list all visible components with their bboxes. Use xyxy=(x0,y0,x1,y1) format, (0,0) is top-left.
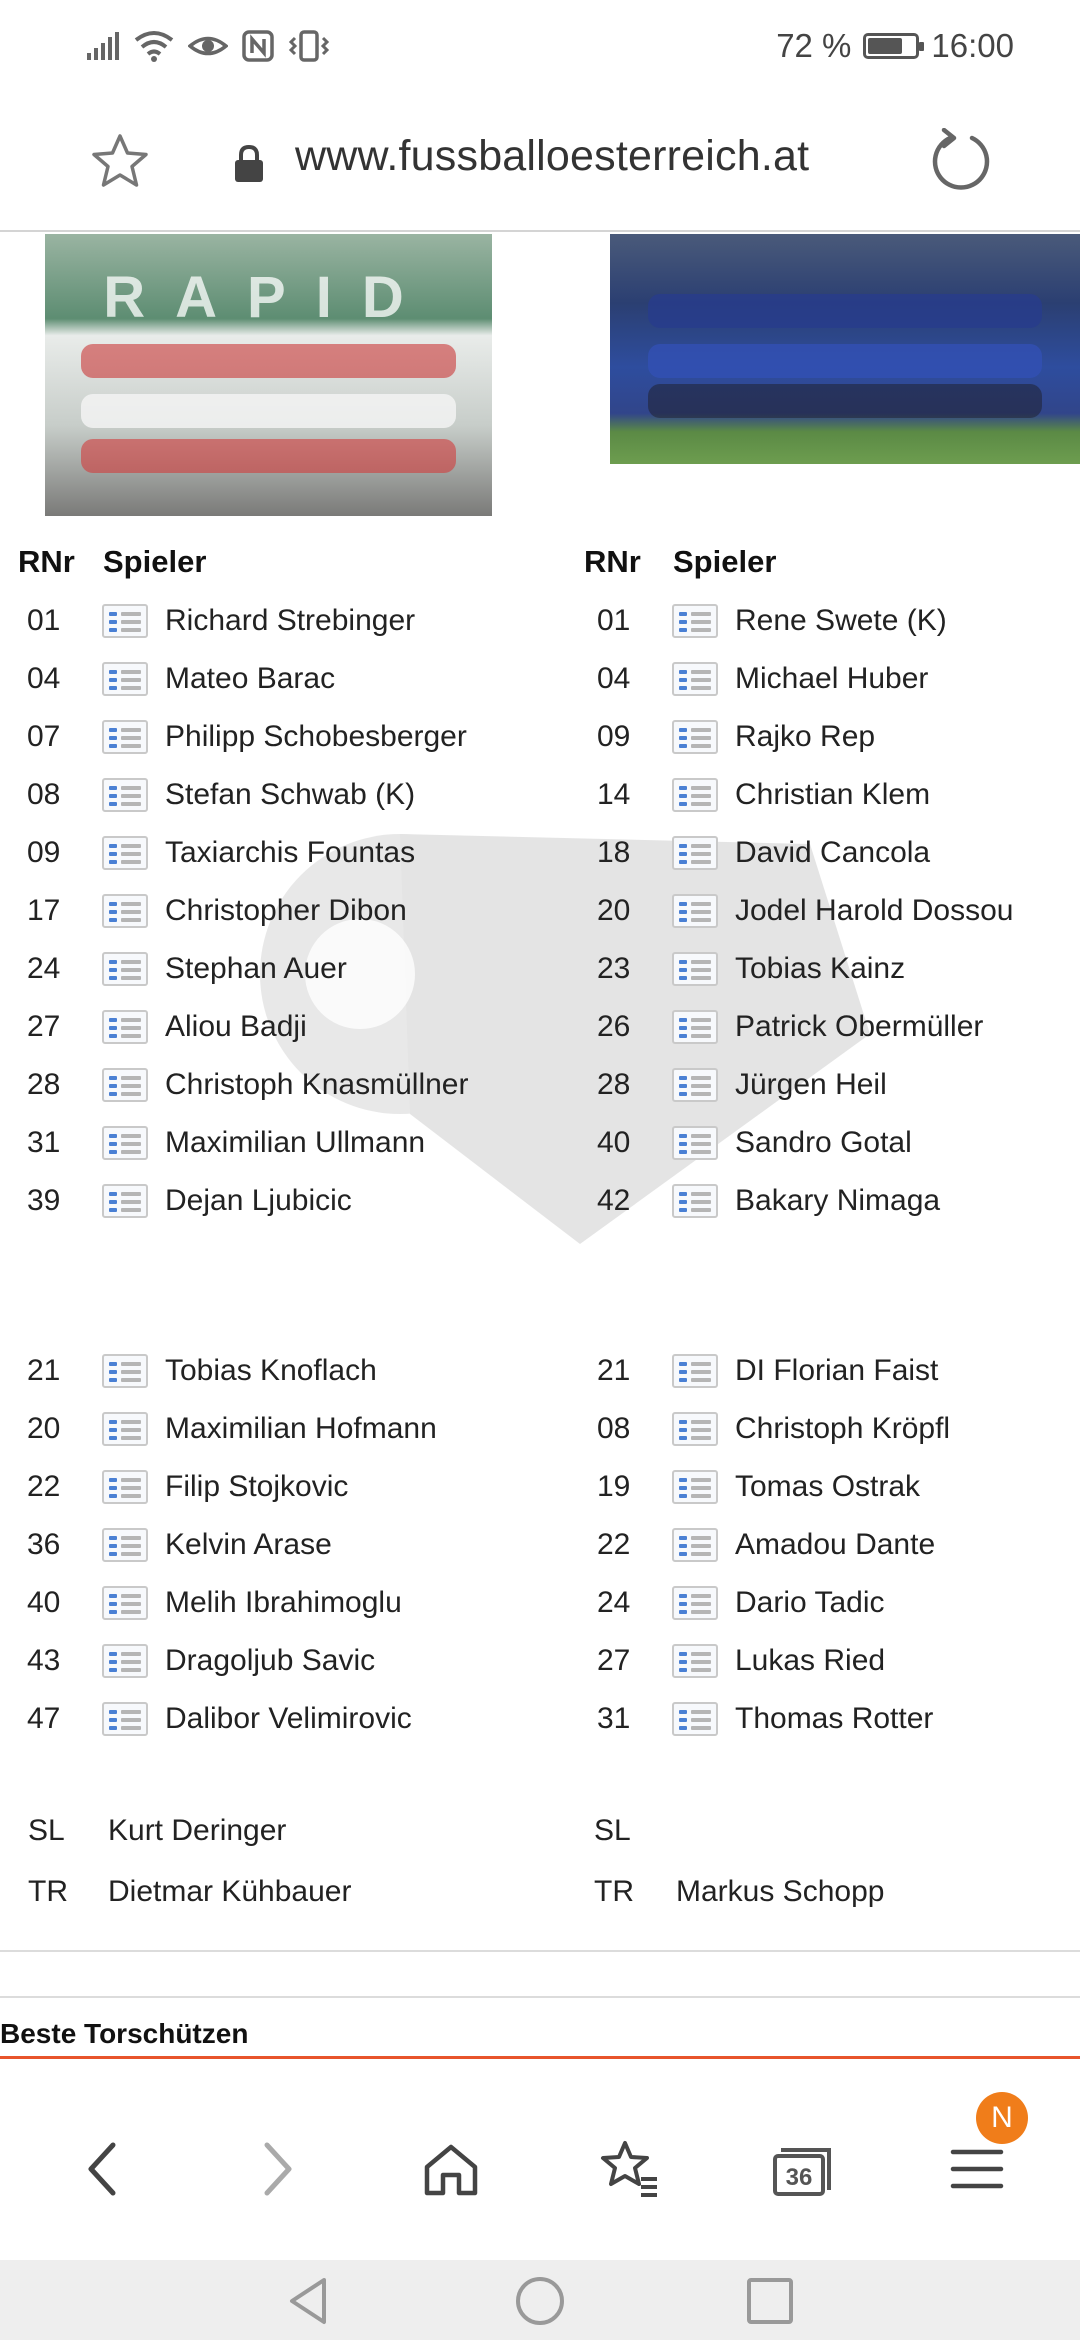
player-card-icon[interactable] xyxy=(672,604,718,638)
player-card-icon[interactable] xyxy=(672,1586,718,1620)
tabs-button[interactable] xyxy=(758,2124,848,2214)
player-name: Mateo Barac xyxy=(165,662,336,695)
home-staff-tr xyxy=(28,1875,548,1915)
player-name: Christoph Knasmüllner xyxy=(165,1068,469,1101)
staff-name: Kurt Deringer xyxy=(108,1814,287,1847)
player-name: Maximilian Ullmann xyxy=(165,1126,426,1159)
player-row[interactable] xyxy=(597,1516,1077,1574)
player-card-icon[interactable] xyxy=(102,778,148,812)
player-row[interactable] xyxy=(597,998,1077,1056)
player-card-icon[interactable] xyxy=(102,1068,148,1102)
player-row[interactable] xyxy=(27,1114,557,1172)
wifi-icon xyxy=(134,30,174,62)
home-number-header: RNr xyxy=(18,544,75,579)
player-name: Tobias Kainz xyxy=(735,952,906,985)
player-card-icon[interactable] xyxy=(672,1184,718,1218)
player-card-icon[interactable] xyxy=(672,1470,718,1504)
player-card-icon[interactable] xyxy=(672,1126,718,1160)
forward-icon xyxy=(257,2141,297,2197)
player-row[interactable] xyxy=(27,1632,557,1690)
away-staff-tr xyxy=(594,1875,1074,1915)
player-name: Taxiarchis Fountas xyxy=(165,836,416,869)
home-icon xyxy=(421,2141,481,2197)
player-name: Dalibor Velimirovic xyxy=(165,1702,412,1735)
player-number: 27 xyxy=(27,1010,61,1043)
photo-row xyxy=(648,384,1043,418)
player-number: 47 xyxy=(27,1702,61,1735)
section-underline xyxy=(0,2056,1080,2059)
player-row[interactable] xyxy=(597,1400,1077,1458)
player-row[interactable] xyxy=(597,1574,1077,1632)
player-number: 21 xyxy=(597,1354,631,1387)
clock: 16:00 xyxy=(931,27,1014,64)
player-number: 22 xyxy=(597,1528,631,1561)
player-name: Stephan Auer xyxy=(165,952,347,985)
status-bar xyxy=(0,0,1080,92)
staff-role: SL xyxy=(594,1814,631,1847)
divider xyxy=(0,1996,1080,1998)
player-name: Christopher Dibon xyxy=(165,894,407,927)
home-player-header: Spieler xyxy=(103,544,207,579)
player-name: Jodel Harold Dossou xyxy=(735,894,1014,927)
player-name: Michael Huber xyxy=(735,662,929,695)
eye-comfort-icon xyxy=(188,31,228,61)
player-row[interactable] xyxy=(597,1632,1077,1690)
home-button[interactable] xyxy=(406,2124,496,2214)
player-name: Dario Tadic xyxy=(735,1586,885,1619)
player-row[interactable] xyxy=(597,1056,1077,1114)
player-card-icon[interactable] xyxy=(102,836,148,870)
player-name: Christian Klem xyxy=(735,778,931,811)
player-row[interactable] xyxy=(27,1574,557,1632)
nav-recents-icon[interactable] xyxy=(743,2274,797,2328)
player-row[interactable] xyxy=(27,1172,557,1230)
player-name: Aliou Badji xyxy=(165,1010,307,1043)
player-number: 04 xyxy=(27,662,61,695)
reload-icon[interactable] xyxy=(928,128,994,194)
player-card-icon[interactable] xyxy=(672,1528,718,1562)
player-card-icon[interactable] xyxy=(102,1470,148,1504)
player-number: 39 xyxy=(27,1184,61,1217)
player-number: 07 xyxy=(27,720,61,753)
player-name: Bakary Nimaga xyxy=(735,1184,941,1217)
browser-toolbar xyxy=(0,2080,1080,2260)
tabs-icon xyxy=(771,2140,835,2198)
player-name: David Cancola xyxy=(735,836,931,869)
player-row[interactable] xyxy=(597,1690,1077,1748)
player-name: Tobias Knoflach xyxy=(165,1354,377,1387)
battery-fill xyxy=(868,38,901,54)
player-card-icon[interactable] xyxy=(102,1354,148,1388)
player-row[interactable] xyxy=(27,1056,557,1114)
away-team-photo xyxy=(610,234,1080,464)
player-row[interactable] xyxy=(27,1516,557,1574)
away-player-header: Spieler xyxy=(673,544,777,579)
player-row[interactable] xyxy=(27,940,557,998)
player-row[interactable] xyxy=(27,1458,557,1516)
back-icon xyxy=(83,2141,123,2197)
player-name: Dragoljub Savic xyxy=(165,1644,376,1677)
player-number: 19 xyxy=(597,1470,631,1503)
player-row[interactable] xyxy=(597,1458,1077,1516)
player-name: Jürgen Heil xyxy=(735,1068,887,1101)
menu-icon xyxy=(949,2144,1005,2194)
player-card-icon[interactable] xyxy=(672,952,718,986)
player-number: 31 xyxy=(27,1126,61,1159)
player-card-icon[interactable] xyxy=(672,1702,718,1736)
player-number: 22 xyxy=(27,1470,61,1503)
player-number: 40 xyxy=(597,1126,631,1159)
bookmarks-button[interactable] xyxy=(584,2124,674,2214)
player-number: 17 xyxy=(27,894,61,927)
player-number: 43 xyxy=(27,1644,61,1677)
player-row[interactable] xyxy=(27,650,557,708)
player-card-icon[interactable] xyxy=(672,720,718,754)
player-card-icon[interactable] xyxy=(102,1010,148,1044)
bookmarks-icon xyxy=(597,2139,661,2199)
section-title: Beste Torschützen xyxy=(0,2018,249,2049)
nav-home-icon[interactable] xyxy=(513,2274,567,2328)
star-icon[interactable] xyxy=(88,130,152,194)
player-row[interactable] xyxy=(27,1690,557,1748)
staff-role: TR xyxy=(28,1875,68,1908)
photo-row xyxy=(648,294,1043,328)
player-number: 20 xyxy=(597,894,631,927)
tab-count: 36 xyxy=(785,2164,813,2191)
player-number: 42 xyxy=(597,1184,631,1217)
player-card-icon[interactable] xyxy=(672,778,718,812)
player-card-icon[interactable] xyxy=(102,720,148,754)
staff-role: TR xyxy=(594,1875,634,1908)
player-number: 28 xyxy=(27,1068,61,1101)
player-number: 27 xyxy=(597,1644,631,1677)
player-row[interactable] xyxy=(597,1114,1077,1172)
player-row[interactable] xyxy=(27,882,557,940)
player-name: Thomas Rotter xyxy=(735,1702,934,1735)
player-number: 04 xyxy=(597,662,631,695)
player-number: 01 xyxy=(27,604,61,637)
player-card-icon[interactable] xyxy=(102,1412,148,1446)
away-staff-sl xyxy=(594,1814,1074,1854)
player-row[interactable] xyxy=(597,708,1077,766)
player-card-icon[interactable] xyxy=(102,1702,148,1736)
home-starters-list xyxy=(27,592,557,1230)
player-number: 21 xyxy=(27,1354,61,1387)
player-card-icon[interactable] xyxy=(102,894,148,928)
home-staff-sl xyxy=(28,1814,548,1854)
player-name: Dejan Ljubicic xyxy=(165,1184,352,1217)
player-number: 18 xyxy=(597,836,631,869)
url-text[interactable]: www.fussballoesterreich.at xyxy=(295,132,810,180)
player-card-icon[interactable] xyxy=(672,894,718,928)
nav-back-icon[interactable] xyxy=(282,2274,336,2328)
player-row[interactable] xyxy=(597,940,1077,998)
player-number: 28 xyxy=(597,1068,631,1101)
photo-row xyxy=(648,344,1043,378)
player-name: Maximilian Hofmann xyxy=(165,1412,437,1445)
home-team-photo xyxy=(45,234,492,516)
player-number: 09 xyxy=(27,836,61,869)
player-name: Amadou Dante xyxy=(735,1528,936,1561)
player-card-icon[interactable] xyxy=(102,1644,148,1678)
menu-notification-badge: N xyxy=(976,2092,1028,2144)
photo-row xyxy=(81,344,457,378)
player-row[interactable] xyxy=(27,824,557,882)
player-number: 23 xyxy=(597,952,631,985)
player-number: 26 xyxy=(597,1010,631,1043)
player-row[interactable] xyxy=(597,1342,1077,1400)
player-name: Lukas Ried xyxy=(735,1644,886,1677)
staff-name: Markus Schopp xyxy=(676,1875,885,1908)
player-row[interactable] xyxy=(27,592,557,650)
player-number: 08 xyxy=(597,1412,631,1445)
away-starters-list xyxy=(597,592,1077,1230)
player-row[interactable] xyxy=(27,998,557,1056)
player-name: Rajko Rep xyxy=(735,720,876,753)
player-card-icon[interactable] xyxy=(102,1184,148,1218)
player-card-icon[interactable] xyxy=(672,662,718,696)
forward-button[interactable] xyxy=(232,2124,322,2214)
player-row[interactable] xyxy=(597,592,1077,650)
nfc-icon xyxy=(242,30,274,62)
battery-icon xyxy=(863,33,919,59)
player-card-icon[interactable] xyxy=(672,836,718,870)
player-row[interactable] xyxy=(597,824,1077,882)
player-name: Patrick Obermüller xyxy=(735,1010,984,1043)
player-number: 40 xyxy=(27,1586,61,1619)
battery-percent: 72 % xyxy=(776,27,852,64)
player-number: 24 xyxy=(27,952,61,985)
status-icons-right xyxy=(776,22,1014,70)
player-name: Christoph Kröpfl xyxy=(735,1412,951,1445)
lock-icon xyxy=(232,144,266,184)
player-name: Rene Swete (K) xyxy=(735,604,947,637)
player-name: Stefan Schwab (K) xyxy=(165,778,416,811)
player-name: Filip Stojkovic xyxy=(165,1470,349,1503)
player-number: 20 xyxy=(27,1412,61,1445)
away-number-header: RNr xyxy=(584,544,641,579)
page-content xyxy=(0,234,1080,2074)
away-subs-list xyxy=(597,1342,1077,1748)
player-card-icon[interactable] xyxy=(672,1412,718,1446)
player-name: Tomas Ostrak xyxy=(735,1470,921,1503)
player-number: 36 xyxy=(27,1528,61,1561)
player-number: 31 xyxy=(597,1702,631,1735)
player-row[interactable] xyxy=(597,766,1077,824)
player-row[interactable] xyxy=(27,708,557,766)
staff-role: SL xyxy=(28,1814,65,1847)
divider xyxy=(0,1950,1080,1952)
player-name: Richard Strebinger xyxy=(165,604,416,637)
player-row[interactable] xyxy=(27,1400,557,1458)
address-bar xyxy=(0,92,1080,232)
vibrate-icon xyxy=(288,30,330,62)
stadium-banner-text: RAPID xyxy=(103,265,434,330)
home-subs-list xyxy=(27,1342,557,1748)
player-card-icon[interactable] xyxy=(672,1644,718,1678)
player-card-icon[interactable] xyxy=(672,1010,718,1044)
player-number: 24 xyxy=(597,1586,631,1619)
player-name: Kelvin Arase xyxy=(165,1528,332,1561)
player-name: Melih Ibrahimoglu xyxy=(165,1586,402,1619)
player-row[interactable] xyxy=(27,1342,557,1400)
player-card-icon[interactable] xyxy=(102,662,148,696)
player-card-icon[interactable] xyxy=(102,1586,148,1620)
player-card-icon[interactable] xyxy=(672,1354,718,1388)
player-name: Sandro Gotal xyxy=(735,1126,912,1159)
player-name: DI Florian Faist xyxy=(735,1354,939,1387)
player-card-icon[interactable] xyxy=(102,1528,148,1562)
status-icons-left xyxy=(86,26,330,66)
player-row[interactable] xyxy=(597,1172,1077,1230)
player-card-icon[interactable] xyxy=(102,604,148,638)
back-button[interactable] xyxy=(58,2124,148,2214)
system-nav-bar xyxy=(0,2260,1080,2340)
player-row[interactable] xyxy=(27,766,557,824)
player-card-icon[interactable] xyxy=(102,952,148,986)
photo-row xyxy=(81,394,457,428)
player-number: 09 xyxy=(597,720,631,753)
staff-name: Dietmar Kühbauer xyxy=(108,1875,352,1908)
player-card-icon[interactable] xyxy=(672,1068,718,1102)
player-name: Philipp Schobesberger xyxy=(165,720,467,753)
player-number: 01 xyxy=(597,604,631,637)
player-number: 14 xyxy=(597,778,631,811)
player-number: 08 xyxy=(27,778,61,811)
player-row[interactable] xyxy=(597,882,1077,940)
photo-row xyxy=(81,439,457,473)
signal-icon xyxy=(86,31,120,61)
player-row[interactable] xyxy=(597,650,1077,708)
player-card-icon[interactable] xyxy=(102,1126,148,1160)
